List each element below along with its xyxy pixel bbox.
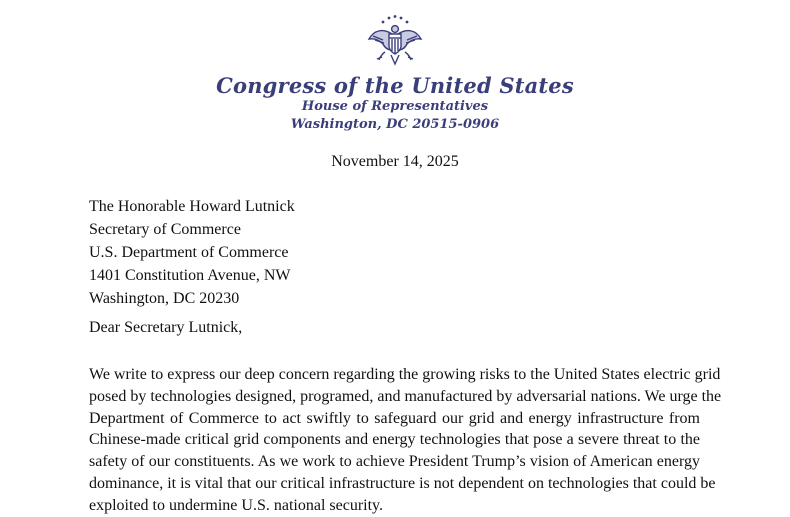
letterhead-address: Washington, DC 20515-0906	[290, 117, 500, 132]
body-line: safety of our constituents. As we work to achieve President Trump’s vision of American energy	[89, 453, 700, 471]
recipient-name: The Honorable Howard Lutnick	[89, 198, 295, 215]
body-paragraph	[89, 364, 722, 517]
recipient-city: Washington, DC 20230	[89, 290, 240, 307]
body-line: We write to express our deep concern regarding the growing risks to the United States electric grid	[89, 366, 721, 383]
body-line: exploited to undermine U.S. national security.	[89, 496, 384, 514]
letter-date: November 14, 2025	[331, 153, 459, 170]
recipient-title: Secretary of Commerce	[89, 221, 241, 238]
recipient-street: 1401 Constitution Avenue, NW	[89, 267, 291, 284]
salutation: Dear Secretary Lutnick,	[89, 319, 243, 336]
recipient-department: U.S. Department of Commerce	[89, 244, 289, 261]
body-line: posed by technologies designed, programed, and manufactured by adversarial nations. We urge the	[89, 387, 722, 405]
house-seal-icon	[365, 12, 425, 70]
letterhead-title: Congress of the United States	[216, 73, 574, 98]
body-line: dominance, it is vital that our critical infrastructure is not dependent on technologies that could be	[89, 474, 716, 492]
body-line: Department of Commerce to act swiftly to safeguard our grid and energy infrastructure from	[89, 409, 700, 427]
recipient-address-block	[89, 195, 295, 310]
body-line: Chinese-made critical grid components and energy technologies that pose a severe threat to the	[89, 431, 700, 449]
letterhead-subtitle: House of Representatives	[301, 99, 489, 114]
